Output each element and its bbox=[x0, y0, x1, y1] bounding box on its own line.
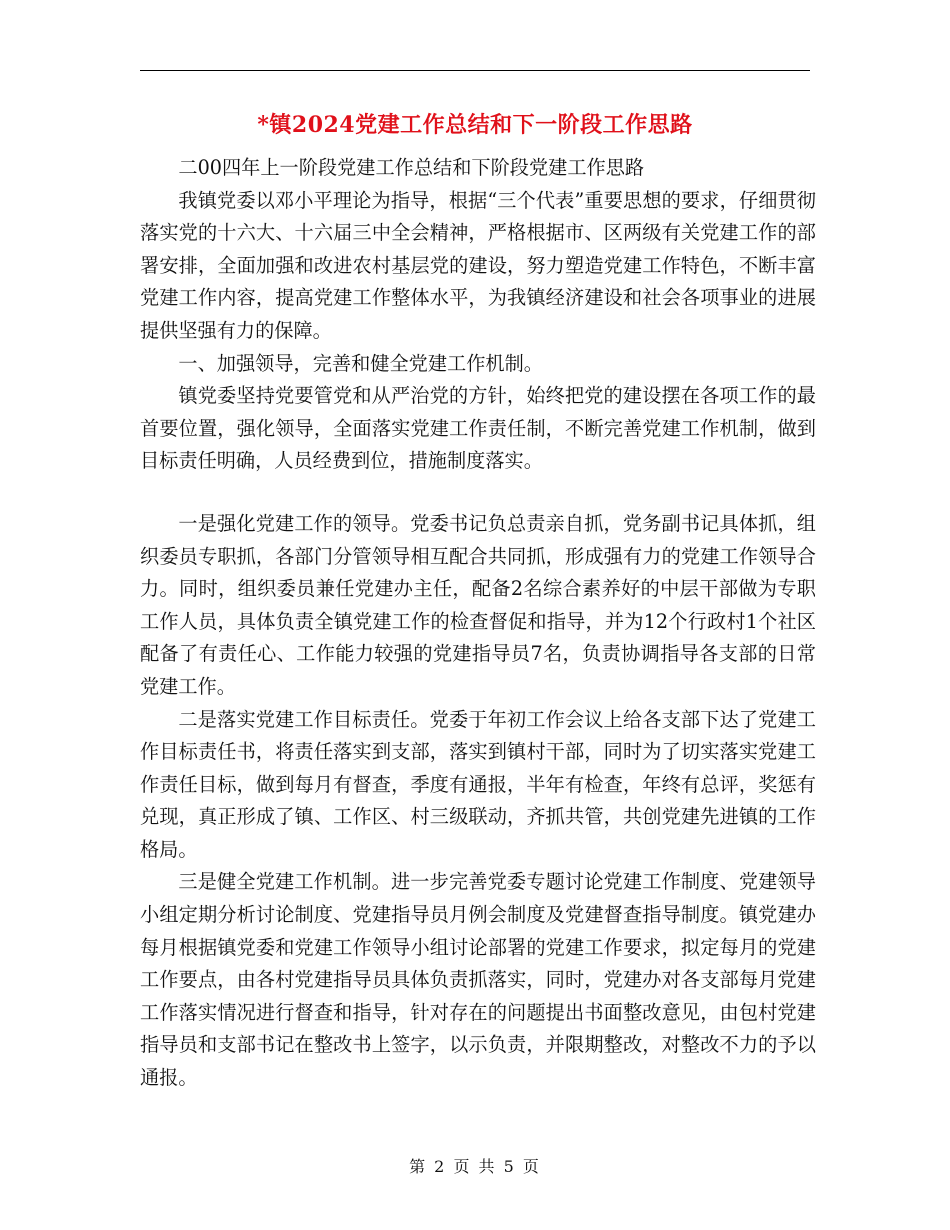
body-paragraph: 镇党委坚持党要管党和从严治党的方针，始终把党的建设摆在各项工作的最首要位置，强化领导，全面落实党建工作责任制，不断完善党建工作机制，做到目标责任明确，人员经费到位，措施制度落实。 bbox=[140, 384, 816, 473]
body-paragraph: 一是强化党建工作的领导。党委书记负总责亲自抓，党务副书记具体抓，组织委员专职抓，各部门分管领导相互配合共同抓，形成强有力的党建工作领导合力。同时，组织委员兼任党建办主任，配备2名综合素养好的中层干部做为专职工作人员，具体负责全镇党建工作的检查督促和指导，并为12个行政村1个社区配备了有责任心、工作能力较强的党建指导员7名，负责协调指导各支部的日常党建工作。 bbox=[140, 511, 816, 698]
document-title: *镇2024党建工作总结和下一阶段工作思路 bbox=[257, 112, 693, 138]
page-number: 第 2 页 共 5 页 bbox=[409, 1157, 541, 1176]
section-heading: 一、加强领导，完善和健全党建工作机制。 bbox=[178, 351, 543, 375]
document-body bbox=[140, 152, 816, 1095]
intro-paragraph: 我镇党委以邓小平理论为指导，根据“三个代表”重要思想的要求，仔细贯彻落实党的十六大、十六届三中全会精神，严格根据市、区两级有关党建工作的部署安排，全面加强和改进农村基层党的建设，努力塑造党建工作特色，不断丰富党建工作内容，提高党建工作整体水平，为我镇经济建设和社会各项事业的进展提供坚强有力的保障。 bbox=[140, 188, 816, 342]
body-paragraph: 三是健全党建工作机制。进一步完善党委专题讨论党建工作制度、党建领导小组定期分析讨论制度、党建指导员月例会制度及党建督查指导制度。镇党建办每月根据镇党委和党建工作领导小组讨论部署的党建工作要求，拟定每月的党建工作要点，由各村党建指导员具体负责抓落实，同时，党建办对各支部每月党建工作落实情况进行督查和指导，针对存在的问题提出书面整改意见，由包村党建指导员和支部书记在整改书上签字，以示负责，并限期整改，对整改不力的予以通报。 bbox=[140, 870, 816, 1090]
body-paragraph: 二是落实党建工作目标责任。党委于年初工作会议上给各支部下达了党建工作目标责任书，将责任落实到支部，落实到镇村干部，同时为了切实落实党建工作责任目标，做到每月有督查，季度有通报，半年有检查，年终有总评，奖惩有兑现，真正形成了镇、工作区、村三级联动，齐抓共管，共创党建先进镇的工作格局。 bbox=[140, 707, 816, 861]
header-rule bbox=[140, 70, 810, 71]
subtitle-paragraph: 二00四年上一阶段党建工作总结和下阶段党建工作思路 bbox=[178, 156, 645, 179]
